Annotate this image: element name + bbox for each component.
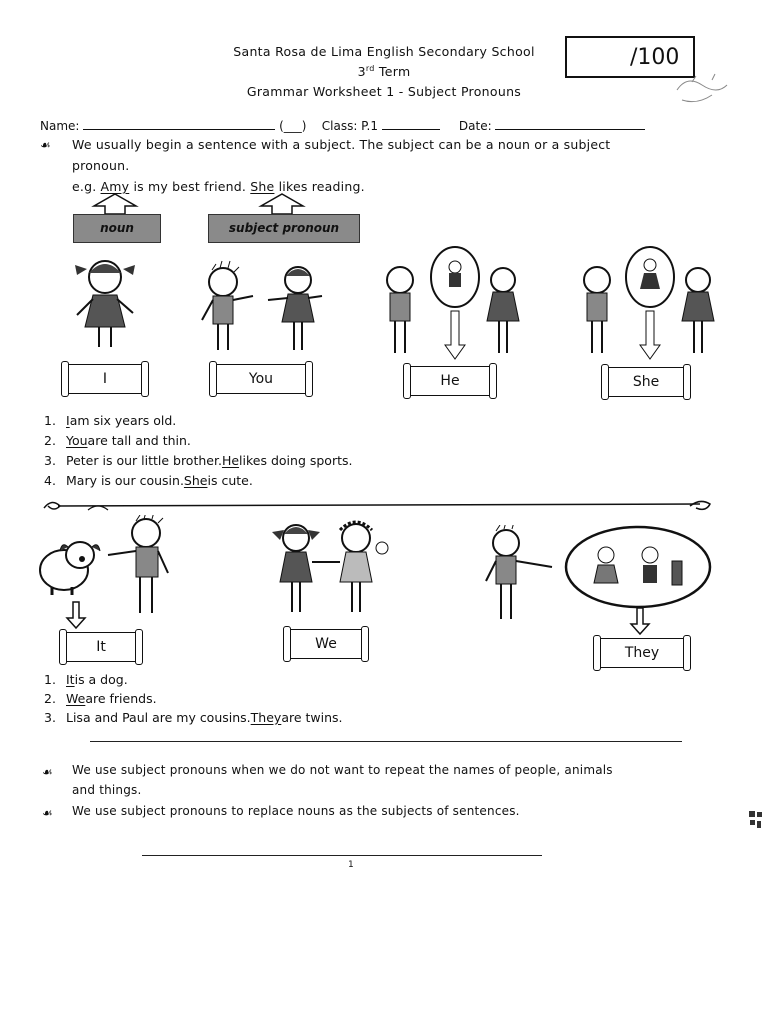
list-item: 2. You are tall and thin. xyxy=(44,433,191,448)
name-field[interactable] xyxy=(83,118,275,130)
boy-and-girl-he-illustration-icon xyxy=(375,245,535,365)
intro-line-2: pronoun. xyxy=(72,158,130,173)
term-label: 3rd Term xyxy=(357,64,411,80)
example-pronoun: She xyxy=(250,179,275,194)
pronoun-label-he: He xyxy=(408,366,492,396)
list-item: 1. I am six years old. xyxy=(44,413,177,428)
list-item: 2. We are friends. xyxy=(44,691,157,706)
date-label: Date: xyxy=(458,119,492,133)
arrow-up-icon xyxy=(257,192,307,216)
intro-line-1: We usually begin a sentence with a subject. The subject can be a noun or a subject xyxy=(72,137,611,152)
note-1: We use subject pronouns when we do not want to repeat the names of people, animals and things. xyxy=(72,763,613,797)
section-divider xyxy=(90,741,682,742)
intro-text xyxy=(72,134,712,197)
name-label: Name: xyxy=(40,119,80,133)
example-sentence: e.g. Amy is my best friend. She likes reading. xyxy=(72,179,365,194)
list-item: 4. Mary is our cousin. She is cute. xyxy=(44,473,253,488)
worksheet-title: Grammar Worksheet 1 - Subject Pronouns xyxy=(246,84,522,99)
bullet-icon: ☙ xyxy=(42,765,53,779)
pronoun-label-you: You xyxy=(214,364,308,394)
footer-divider xyxy=(142,855,542,856)
page-number: 1 xyxy=(348,860,354,870)
arrow-down-icon xyxy=(64,600,88,630)
ornamental-divider xyxy=(40,496,720,516)
example-sentences-1 xyxy=(44,411,644,491)
boy-and-girl-illustration-icon xyxy=(198,260,338,360)
date-field[interactable] xyxy=(495,118,645,130)
pronoun-label-she: She xyxy=(606,367,686,397)
two-girls-illustration-icon xyxy=(266,518,396,618)
school-name: Santa Rosa de Lima English Secondary School xyxy=(233,44,535,59)
noun-tag: noun xyxy=(73,214,161,243)
boy-and-group-they-illustration-icon xyxy=(480,525,720,625)
example-sentences-2 xyxy=(44,670,644,727)
bullet-icon: ☙ xyxy=(40,138,51,152)
girl-illustration-icon xyxy=(65,255,145,355)
subject-pronoun-tag: subject pronoun xyxy=(208,214,360,243)
qr-code-icon xyxy=(748,810,764,830)
list-item: 3. Lisa and Paul are my cousins. They are twins. xyxy=(44,710,343,725)
pronoun-label-they: They xyxy=(598,638,686,668)
pronoun-label-we: We xyxy=(288,629,364,659)
class-field[interactable] xyxy=(382,118,440,130)
stamp-doodle-icon xyxy=(672,70,732,110)
list-item: 1. It is a dog. xyxy=(44,672,128,687)
score-text: /100 xyxy=(630,45,680,70)
note-2: We use subject pronouns to replace nouns as the subjects of sentences. xyxy=(72,804,520,818)
list-item: 3. Peter is our little brother. He likes doing sports. xyxy=(44,453,353,468)
bullet-icon: ☙ xyxy=(42,806,53,820)
pronoun-label-i: I xyxy=(66,364,144,394)
boy-and-girl-she-illustration-icon xyxy=(572,245,732,365)
arrow-up-icon xyxy=(90,192,140,216)
pronoun-label-it: It xyxy=(64,632,138,662)
student-info-row xyxy=(40,118,740,133)
class-label: Class: P.1 xyxy=(321,119,378,133)
example-noun: Amy xyxy=(100,179,130,194)
class-number-field[interactable]: (___) xyxy=(279,119,307,133)
dog-and-boy-illustration-icon xyxy=(36,515,176,625)
arrow-down-icon xyxy=(628,606,652,636)
